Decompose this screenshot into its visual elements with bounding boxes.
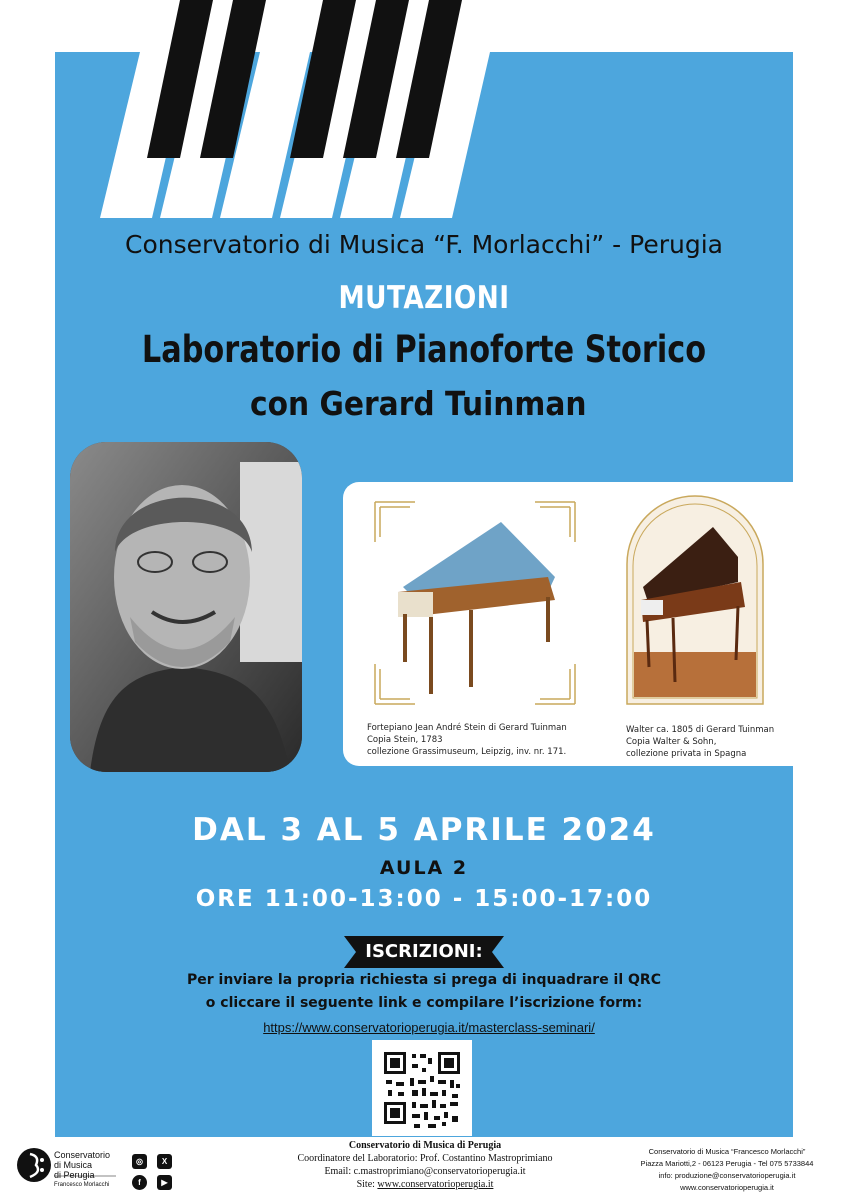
event-room: AULA 2 (379, 857, 469, 879)
logo-line-2: di Musica (54, 1160, 93, 1170)
facebook-icon[interactable]: f (132, 1175, 147, 1190)
portrait-photo (70, 442, 302, 772)
footer-right-site[interactable]: www.conservatorioperugia.it (680, 1183, 774, 1192)
guest-name: con Gerard Tuinman (250, 384, 587, 423)
event-name: MUTAZIONI (338, 280, 510, 316)
youtube-icon[interactable]: ▶ (157, 1175, 172, 1190)
event-hours: ORE 11:00-13:00 - 15:00-17:00 (195, 886, 653, 912)
footer-email: Email: c.mastroprimiano@conservatorioperugia.it (324, 1166, 526, 1177)
instagram-icon[interactable]: ◎ (132, 1154, 147, 1169)
footer-site-link[interactable]: www.conservatorioperugia.it (377, 1179, 494, 1190)
instrument-caption-1 (367, 722, 567, 758)
footer-right-name: Conservatorio di Musica “Francesco Morlacchi” (648, 1147, 806, 1156)
caption-1-line-3: collezione Grassimuseum, Leipzig, inv. nr. 171. (367, 747, 567, 757)
footer-site-line (270, 1179, 580, 1191)
caption-1-line-2: Copia Stein, 1783 (367, 735, 443, 745)
footer-site-label: Site: (356, 1179, 378, 1190)
caption-2-line-1: Walter ca. 1805 di Gerard Tuinman (626, 725, 775, 735)
instrument-caption-2 (626, 724, 774, 760)
logo-subtitle: Francesco Morlacchi (54, 1182, 110, 1188)
caption-2-line-3: collezione privata in Spagna (626, 749, 747, 759)
footer-right-info: info: produzione@conservatorioperugia.it (658, 1171, 796, 1180)
registration-link[interactable]: https://www.conservatorioperugia.it/masterclass-seminari/ (263, 1020, 595, 1035)
registration-instructions-2: o cliccare il seguente link e compilare l’iscrizione form: (205, 995, 643, 1011)
footer-coordinator: Coordinatore del Laboratorio: Prof. Costantino Mastroprimiano (297, 1153, 553, 1164)
instruments-panel (343, 482, 793, 766)
registration-banner-label: ISCRIZIONI: (365, 941, 483, 962)
caption-1-line-1: Fortepiano Jean André Stein di Gerard Tuinman (367, 723, 567, 733)
logo-wordmark (54, 1150, 110, 1180)
logo-line-3: di Perugia (54, 1170, 95, 1180)
footer-right-address: Piazza Mariotti,2 - 06123 Perugia - Tel 075 5733844 (640, 1159, 814, 1168)
caption-2-line-2: Copia Walter & Sohn, (626, 737, 717, 747)
event-dates: DAL 3 AL 5 APRILE 2024 (192, 812, 656, 848)
logo-line-1: Conservatorio (54, 1150, 111, 1160)
event-subtitle: Laboratorio di Pianoforte Storico (141, 328, 707, 371)
institution-title: Conservatorio di Musica “F. Morlacchi” - Perugia (125, 230, 723, 259)
qr-code-graphic (372, 1040, 472, 1136)
piano-keys-graphic (95, 0, 515, 220)
qr-code[interactable] (372, 1040, 472, 1136)
x-icon[interactable]: X (157, 1154, 172, 1169)
registration-instructions-1: Per inviare la propria richiesta si prega di inquadrare il QRC (186, 972, 661, 988)
portrait-illustration (70, 442, 302, 772)
footer-center-title: Conservatorio di Musica di Perugia (348, 1140, 502, 1151)
